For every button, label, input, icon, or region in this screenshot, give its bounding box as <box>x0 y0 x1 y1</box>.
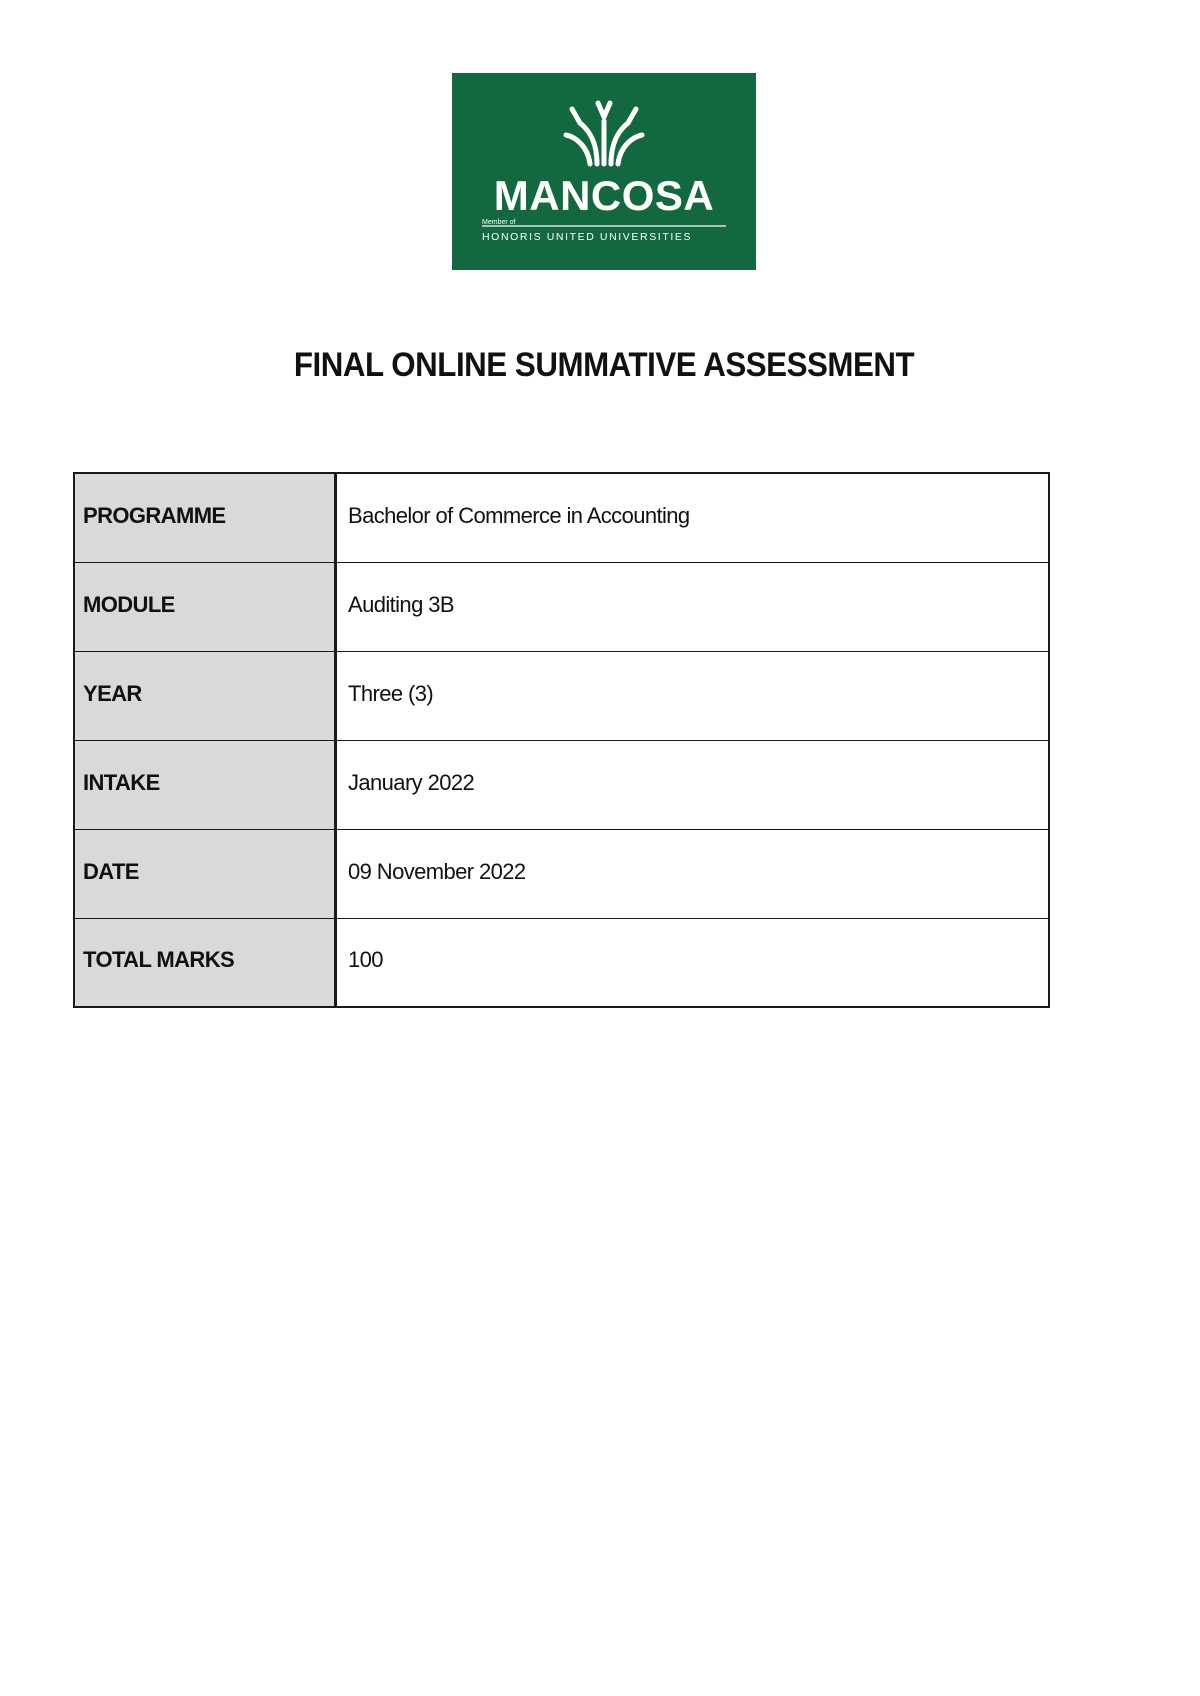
table-row <box>74 918 1049 1007</box>
logo-group-name: HONORIS UNITED UNIVERSITIES <box>482 231 693 243</box>
programme-value: Bachelor of Commerce in Accounting <box>336 473 1050 562</box>
intake-value: January 2022 <box>336 740 1050 829</box>
year-value: Three (3) <box>336 651 1050 740</box>
module-label: MODULE <box>74 562 336 651</box>
table-row <box>74 562 1049 651</box>
assessment-details-table <box>73 472 1050 1008</box>
table-row <box>74 740 1049 829</box>
intake-label: INTAKE <box>74 740 336 829</box>
table-row <box>74 473 1049 562</box>
programme-label: PROGRAMME <box>74 473 336 562</box>
year-label: YEAR <box>74 651 336 740</box>
page-title: FINAL ONLINE SUMMATIVE ASSESSMENT <box>293 346 915 384</box>
table-row <box>74 651 1049 740</box>
table-row <box>74 829 1049 918</box>
date-value: 09 November 2022 <box>336 829 1050 918</box>
total-marks-label: TOTAL MARKS <box>74 918 336 1007</box>
tree-emblem-icon <box>566 103 642 164</box>
mancosa-logo <box>452 73 756 270</box>
logo-wordmark: MANCOSA <box>493 172 715 219</box>
logo-member-of: Member of <box>482 219 516 226</box>
total-marks-value: 100 <box>336 918 1050 1007</box>
module-value: Auditing 3B <box>336 562 1050 651</box>
date-label: DATE <box>74 829 336 918</box>
